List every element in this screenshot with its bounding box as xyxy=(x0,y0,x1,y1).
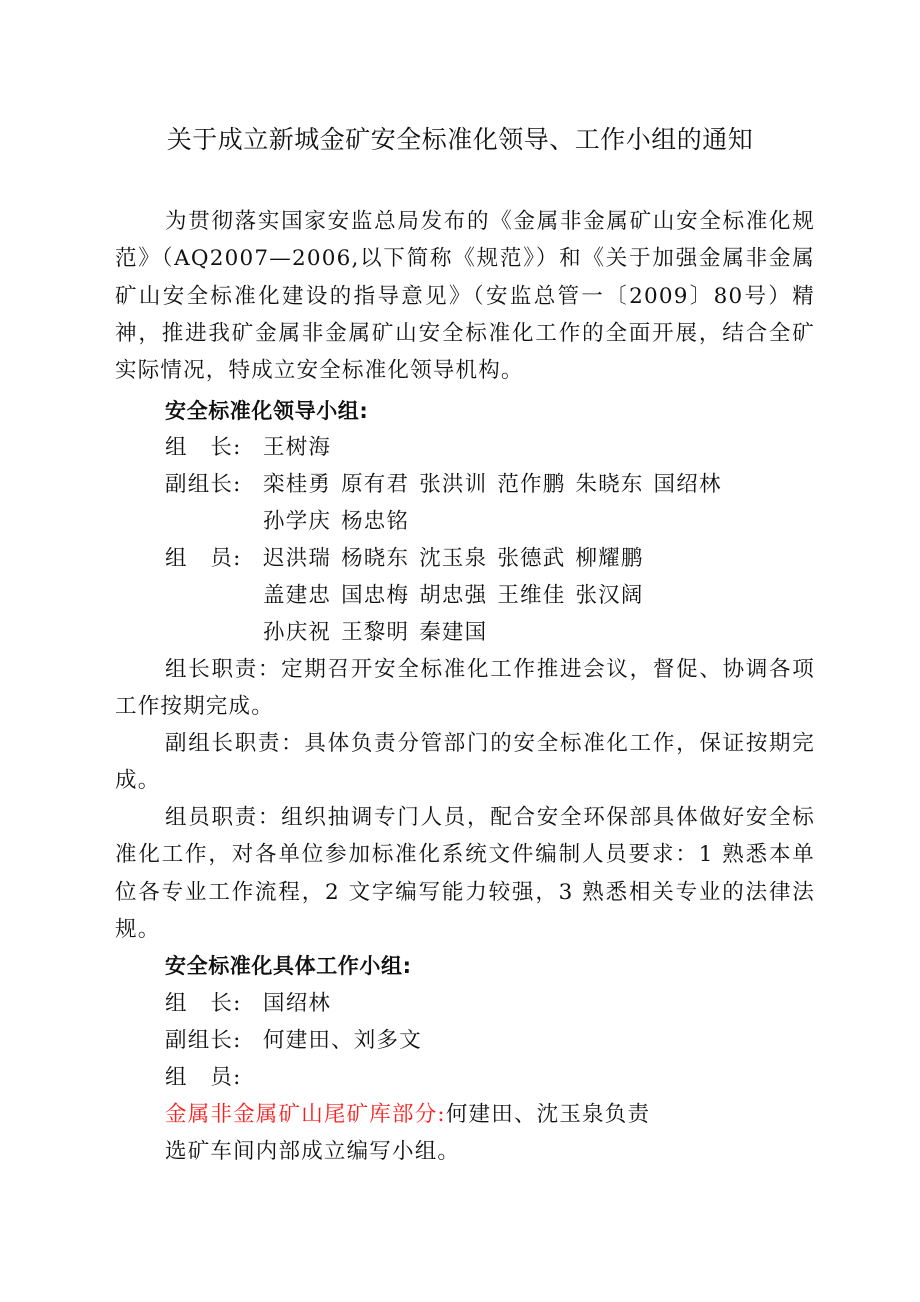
leader-label: 组 长: xyxy=(165,435,242,460)
deputy-name: 杨忠铭 xyxy=(341,509,410,534)
member-name: 柳耀鹏 xyxy=(575,546,644,571)
deputy-name: 张洪训 xyxy=(419,472,488,497)
member-duty-paragraph: 组员职责：组织抽调专门人员，配合安全环保部具体做好安全标准化工作，对各单位参加标准化系统文件编制人员要求：1 熟悉本单位各专业工作流程，2 文字编写能力较强，3 熟悉相关专业的法律法规。 xyxy=(115,805,815,942)
deputy-name: 原有君 xyxy=(341,472,410,497)
member-name: 秦建国 xyxy=(419,620,488,645)
deputy-duty-paragraph: 副组长职责：具体负责分管部门的安全标准化工作，保证按期完成。 xyxy=(115,731,815,794)
tailings-section-row xyxy=(165,1096,650,1133)
document-title: 关于成立新城金矿安全标准化领导、工作小组的通知 xyxy=(166,125,754,154)
deputy-leader-label: 副组长: xyxy=(165,472,242,497)
leadership-group-heading: 安全标准化领导小组: xyxy=(165,399,369,423)
working-member-label: 组 员: xyxy=(165,1065,242,1090)
leadership-leader-row xyxy=(165,429,341,466)
member-name: 杨晓东 xyxy=(341,546,410,571)
leadership-member-row-1 xyxy=(165,540,654,577)
working-member-row xyxy=(165,1059,263,1096)
member-name: 盖建忠 xyxy=(263,583,332,608)
leader-duty-paragraph: 组长职责：定期召开安全标准化工作推进会议，督促、协调各项工作按期完成。 xyxy=(115,657,815,720)
deputy-name: 朱晓东 xyxy=(575,472,644,497)
leader-name: 王树海 xyxy=(263,435,332,460)
member-name: 国忠梅 xyxy=(341,583,410,608)
member-name: 孙庆祝 xyxy=(263,620,332,645)
member-name: 张德武 xyxy=(497,546,566,571)
tailings-section-responsible: 何建田、沈玉泉负责 xyxy=(445,1102,651,1127)
member-name: 王黎明 xyxy=(341,620,410,645)
leadership-deputy-row-1 xyxy=(165,466,732,503)
leadership-deputy-row-2 xyxy=(263,503,419,540)
member-name: 张汉阔 xyxy=(575,583,644,608)
member-name: 沈玉泉 xyxy=(419,546,488,571)
working-group-heading: 安全标准化具体工作小组: xyxy=(165,954,412,978)
working-deputy-label: 副组长: xyxy=(165,1028,242,1053)
deputy-name: 国绍林 xyxy=(653,472,722,497)
working-leader-label: 组 长: xyxy=(165,991,242,1016)
deputy-name: 孙学庆 xyxy=(263,509,332,534)
working-deputy-row xyxy=(165,1022,422,1059)
member-label: 组 员: xyxy=(165,546,242,571)
deputy-name: 范作鹏 xyxy=(497,472,566,497)
working-leader-row xyxy=(165,985,331,1022)
member-name: 迟洪瑞 xyxy=(263,546,332,571)
leadership-member-row-3 xyxy=(263,614,497,651)
intro-paragraph: 为贯彻落实国家安监总局发布的《金属非金属矿山安全标准化规范》（AQ2007—2006,以下简称《规范》）和《关于加强金属非金属矿山安全标准化建设的指导意见》（安监总管一〔2009〕80号）精神，推进我矿金属非金属矿山安全标准化工作的全面开展，结合全矿实际情况，特成立安全标准化领导机构。 xyxy=(115,209,815,384)
member-name: 胡忠强 xyxy=(419,583,488,608)
leadership-member-row-2 xyxy=(263,577,654,614)
tailings-section-title: 金属非金属矿山尾矿库部分: xyxy=(165,1102,446,1127)
member-name: 王维佳 xyxy=(497,583,566,608)
deputy-name: 栾桂勇 xyxy=(263,472,332,497)
tailings-section-note: 选矿车间内部成立编写小组。 xyxy=(165,1139,461,1164)
working-leader-name: 国绍林 xyxy=(263,991,332,1016)
working-deputy-names: 何建田、刘多文 xyxy=(263,1028,422,1053)
